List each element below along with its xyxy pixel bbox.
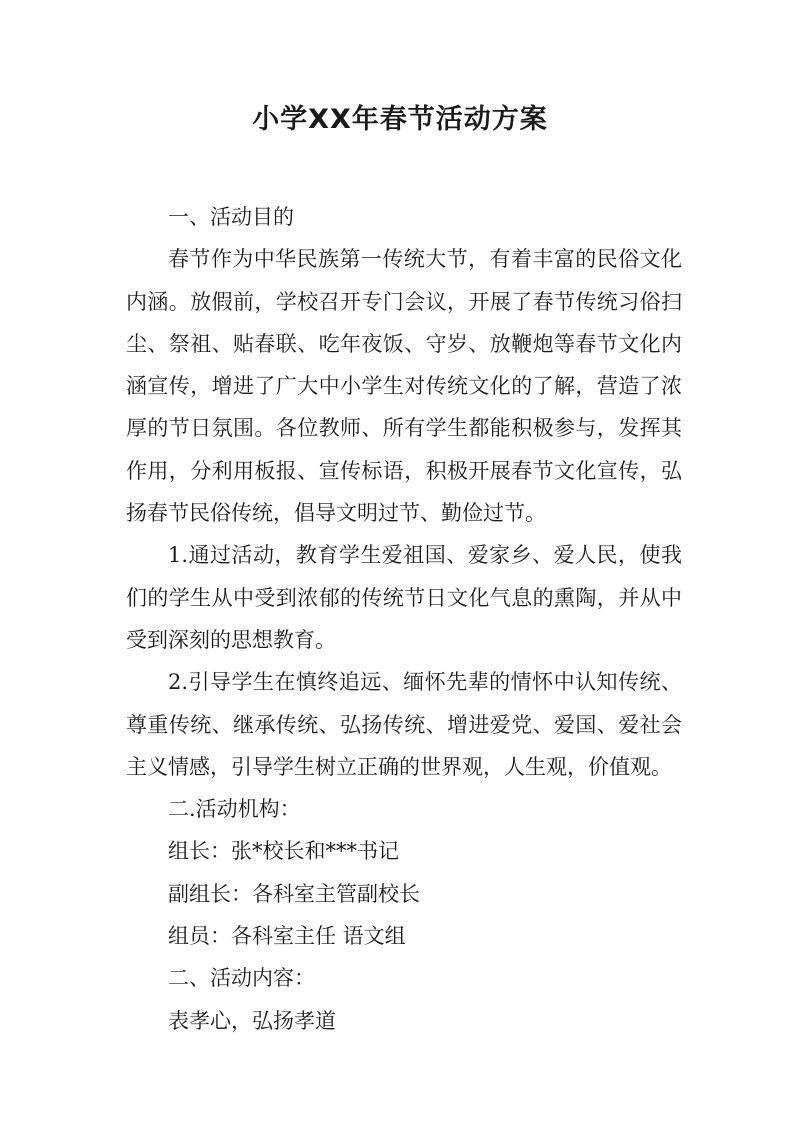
org-leader: 组长：张*校长和***书记 (168, 839, 399, 864)
content-item-filial-piety: 表孝心，弘扬孝道 (168, 1008, 336, 1033)
paragraph-intro: 春节作为中华民族第一传统大节，有着丰富的民俗文化内涵。放假前，学校召开专门会议，开展了春节传统习俗扫尘、祭祖、贴春联、吃年夜饭、守岁、放鞭炮等春节文化内涵宣传，增进了广大中小学生对传统文化的了解，营造了浓厚的节日氛围。各位教师、所有学生都能积极参与，发挥其作用，分利用板报、宣传标语，积极开展春节文化宣传，弘扬春节民俗传统，倡导文明过节、勤俭过节。 (126, 247, 682, 526)
org-members: 组员：各科室主任 语文组 (168, 924, 406, 949)
org-deputy-leader: 副组长：各科室主管副校长 (168, 881, 420, 906)
section-heading-purpose: 一、活动目的 (168, 205, 294, 229)
section-heading-organization: 二.活动机构： (168, 797, 301, 822)
paragraph-goal-1: 1.通过活动，教育学生爱祖国、爱家乡、爱人民，使我们的学生从中受到浓郁的传统节日文化气息的熏陶，并从中受到深刻的思想教育。 (126, 543, 682, 652)
paragraph-goal-2: 2.引导学生在慎终追远、缅怀先辈的情怀中认知传统、尊重传统、继承传统、弘扬传统、增进爱党、爱国、爱社会主义情感，引导学生树立正确的世界观，人生观，价值观。 (126, 670, 682, 779)
document-title: 小学XX年春节活动方案 (252, 104, 548, 135)
document-body (126, 196, 682, 1042)
section-heading-content: 二、活动内容： (168, 966, 315, 991)
